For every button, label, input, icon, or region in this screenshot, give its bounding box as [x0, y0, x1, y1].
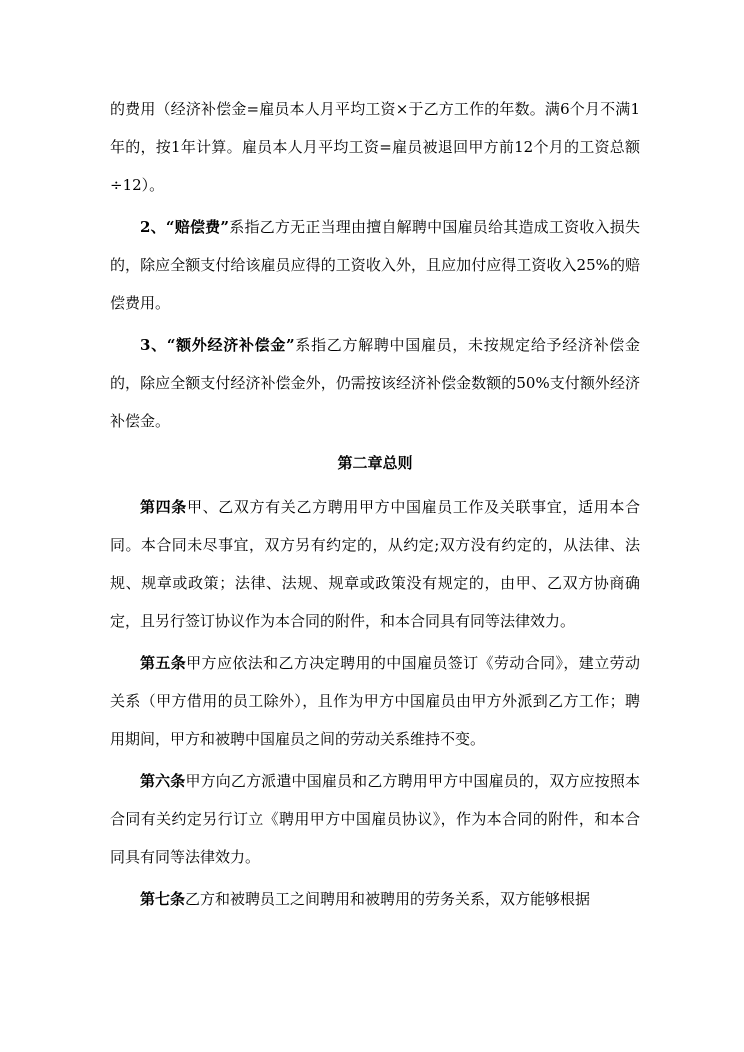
paragraph-damages-definition	[110, 208, 640, 322]
paragraph-text: 系指乙方解聘中国雇员，未按规定给予经济补偿金的，除应全额支付经济补偿金外，仍需按该经济补偿金数额的50%支付额外经济补偿金。	[110, 336, 640, 430]
article-text: 甲方应依法和乙方决定聘用的中国雇员签订《劳动合同》，建立劳动关系（甲方借用的员工除外），且作为甲方中国雇员由甲方外派到乙方工作；聘用期间，甲方和被聘中国雇员之间的劳动关系维持不变。	[110, 654, 640, 748]
paragraph-extra-compensation-definition	[110, 326, 640, 440]
article-label: 第五条	[140, 654, 187, 672]
article-label: 第七条	[140, 890, 186, 908]
article-label: 第四条	[140, 498, 187, 516]
article-label: 第六条	[140, 772, 186, 790]
article-7	[110, 880, 640, 918]
article-6	[110, 762, 640, 876]
article-text: 甲、乙双方有关乙方聘用甲方中国雇员工作及关联事宜，适用本合同。本合同未尽事宜，双方另有约定的，从约定;双方没有约定的，从法律、法规、规章或政策；法律、法规、规章或政策没有规定的，由甲、乙双方协商确定，且另行签订协议作为本合同的附件，和本合同具有同等法律效力。	[110, 498, 640, 630]
article-5	[110, 644, 640, 758]
paragraph-text: 的费用（经济补偿金=雇员本人月平均工资×于乙方工作的年数。满6个月不满1年的，按1年计算。雇员本人月平均工资=雇员被退回甲方前12个月的工资总额÷12）。	[110, 100, 640, 194]
paragraph-compensation-definition	[110, 90, 640, 204]
document-page	[110, 90, 640, 922]
paragraph-text: 系指乙方无正当理由擅自解聘中国雇员给其造成工资收入损失的，除应全额支付给该雇员应得的工资收入外，且应加付应得工资收入25%的赔偿费用。	[110, 218, 640, 312]
term-label: 2、“赔偿费”	[140, 218, 230, 236]
article-text: 甲方向乙方派遣中国雇员和乙方聘用甲方中国雇员的，双方应按照本合同有关约定另行订立《聘用甲方中国雇员协议》，作为本合同的附件，和本合同具有同等法律效力。	[110, 772, 640, 866]
chapter-heading: 第二章总则	[337, 454, 413, 472]
article-text: 乙方和被聘员工之间聘用和被聘用的劳务关系，双方能够根据	[185, 890, 591, 908]
article-4	[110, 488, 640, 640]
term-label: 3、“额外经济补偿金”	[140, 336, 295, 354]
